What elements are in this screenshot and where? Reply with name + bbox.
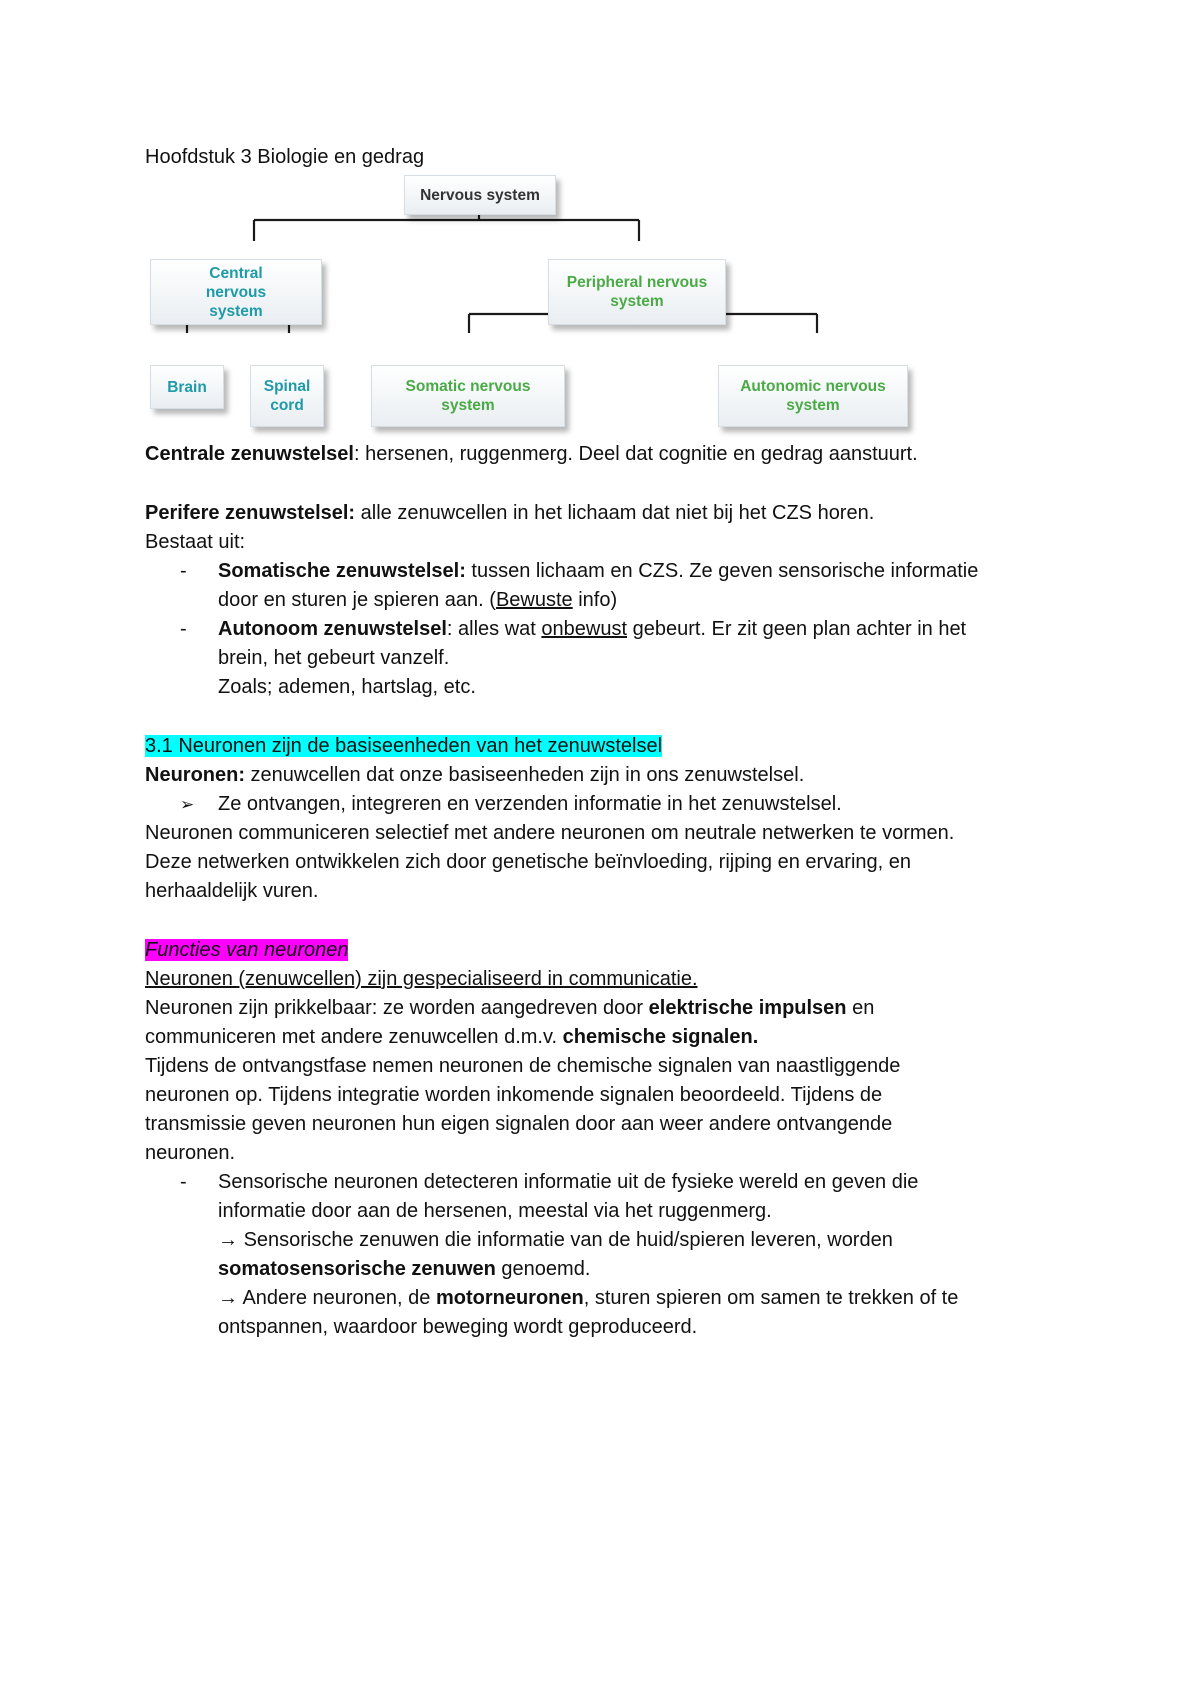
functies-line-4: neuronen op. Tijdens integratie worden inkomende signalen beoordeeld. Tijdens de: [145, 1084, 883, 1106]
section-31-heading-text: 3.1 Neuronen zijn de basiseenheden van het zenuwstelsel: [145, 735, 663, 757]
functies-l2-bold: chemische signalen.: [562, 1026, 759, 1048]
somatic-line2-underlined: Bewuste: [495, 589, 573, 611]
somatic-line2-post: info): [572, 589, 618, 611]
cns-paragraph: [145, 440, 918, 469]
pns-paragraph: [145, 499, 874, 528]
section-31-p1: Neuronen communiceren selectief met andere neuronen om neutrale netwerken te vormen.: [145, 822, 955, 844]
functies-l1-pre: Neuronen zijn prikkelbaar: ze worden aangedreven door: [145, 997, 649, 1019]
node-spinal-cord: Spinal cord: [250, 365, 324, 427]
cns-term: Centrale zenuwstelsel: [145, 443, 354, 465]
autonomic-term: Autonoom zenuwstelsel: [218, 618, 447, 640]
functies-l2-pre: communiceren met andere zenuwcellen d.m.v.: [145, 1026, 563, 1048]
functies-l1-bold: elektrische impulsen: [648, 997, 847, 1019]
somatic-line-1: [218, 557, 978, 586]
node-central-nervous-system: Central nervous system: [150, 259, 322, 325]
node-nervous-system: Nervous system: [404, 175, 556, 215]
somatic-line2-pre: door en sturen je spieren aan. (: [218, 589, 496, 611]
autonomic-line-1: [218, 615, 966, 644]
somatic-line-2: [218, 586, 617, 615]
node-brain: Brain: [150, 365, 224, 409]
somatosensory-term: somatosensorische zenuwen: [218, 1258, 496, 1280]
somatic-text: tussen lichaam en CZS. Ze geven sensorische informatie: [465, 560, 979, 582]
document-title: Hoofdstuk 3 Biologie en gedrag: [145, 146, 425, 168]
node-somatic-nervous-system: Somatic nervous system: [371, 365, 565, 427]
neuronen-term: Neuronen:: [145, 764, 245, 786]
chevron-bullet-icon: ➢: [180, 795, 195, 814]
autonomic-underlined: onbewust: [541, 618, 628, 640]
node-autonomic-nervous-system: Autonomic nervous system: [718, 365, 908, 427]
pns-text: alle zenuwcellen in het lichaam dat niet bij het CZS horen.: [355, 502, 875, 524]
section-31-heading: [145, 732, 662, 761]
motor-line-1: [218, 1284, 958, 1313]
functies-subheading: [145, 965, 698, 994]
right-arrow-icon: →: [218, 1287, 238, 1309]
functies-subheading-text: Neuronen (zenuwcellen) zijn gespecialiseerd in communicatie.: [145, 968, 698, 990]
autonomic-text-pre: : alles wat: [446, 618, 542, 640]
motor-line-1-post: , sturen spieren om samen te trekken of te: [583, 1287, 959, 1309]
node-peripheral-nervous-system: Peripheral nervous system: [548, 259, 726, 325]
functies-line-3: Tijdens de ontvangstfase nemen neuronen de chemische signalen van naastliggende: [145, 1055, 901, 1077]
nervous-system-diagram: [148, 175, 908, 435]
list-dash: -: [180, 618, 187, 640]
sensory-line-3: [218, 1226, 893, 1255]
list-dash: -: [180, 1171, 187, 1193]
pns-term: Perifere zenuwstelsel:: [145, 502, 356, 524]
list-dash: -: [180, 560, 187, 582]
section-31-p3: herhaaldelijk vuren.: [145, 880, 319, 902]
sensory-line-3-text: Sensorische zenuwen die informatie van de huid/spieren leveren, worden: [243, 1229, 893, 1251]
functies-line-6: neuronen.: [145, 1142, 236, 1164]
neuronen-arrow-item: Ze ontvangen, integreren en verzenden informatie in het zenuwstelsel.: [218, 793, 842, 815]
right-arrow-icon: →: [218, 1229, 238, 1251]
neuronen-definition: [145, 761, 804, 790]
functies-heading-text: Functies van neuronen: [145, 939, 349, 961]
functies-heading: [145, 936, 348, 965]
functies-line-5: transmissie geven neuronen hun eigen signalen door aan weer andere ontvangende: [145, 1113, 893, 1135]
neuronen-text: zenuwcellen dat onze basiseenheden zijn in ons zenuwstelsel.: [245, 764, 805, 786]
sensory-line-2: informatie door aan de hersenen, meestal via het ruggenmerg.: [218, 1200, 772, 1222]
functies-line-1: [145, 994, 874, 1023]
autonomic-text-post: gebeurt. Er zit geen plan achter in het: [627, 618, 967, 640]
sensory-line-1: Sensorische neuronen detecteren informatie uit de fysieke wereld en geven die: [218, 1171, 919, 1193]
sensory-line-4-post: genoemd.: [495, 1258, 591, 1280]
cns-text: : hersenen, ruggenmerg. Deel dat cognitie en gedrag aanstuurt.: [353, 443, 918, 465]
somatic-term: Somatische zenuwstelsel:: [218, 560, 466, 582]
functies-line-2: [145, 1023, 758, 1052]
motor-line-2: ontspannen, waardoor beweging wordt geproduceerd.: [218, 1316, 698, 1338]
motor-line-1-pre: Andere neuronen, de: [242, 1287, 436, 1309]
autonomic-line-3: Zoals; ademen, hartslag, etc.: [218, 676, 476, 698]
pns-consists: Bestaat uit:: [145, 531, 246, 553]
motorneuronen-term: motorneuronen: [435, 1287, 584, 1309]
sensory-line-4: [218, 1255, 590, 1284]
functies-l1-post: en: [846, 997, 875, 1019]
autonomic-line-2: brein, het gebeurt vanzelf.: [218, 647, 450, 669]
section-31-p2: Deze netwerken ontwikkelen zich door genetische beïnvloeding, rijping en ervaring, en: [145, 851, 912, 873]
